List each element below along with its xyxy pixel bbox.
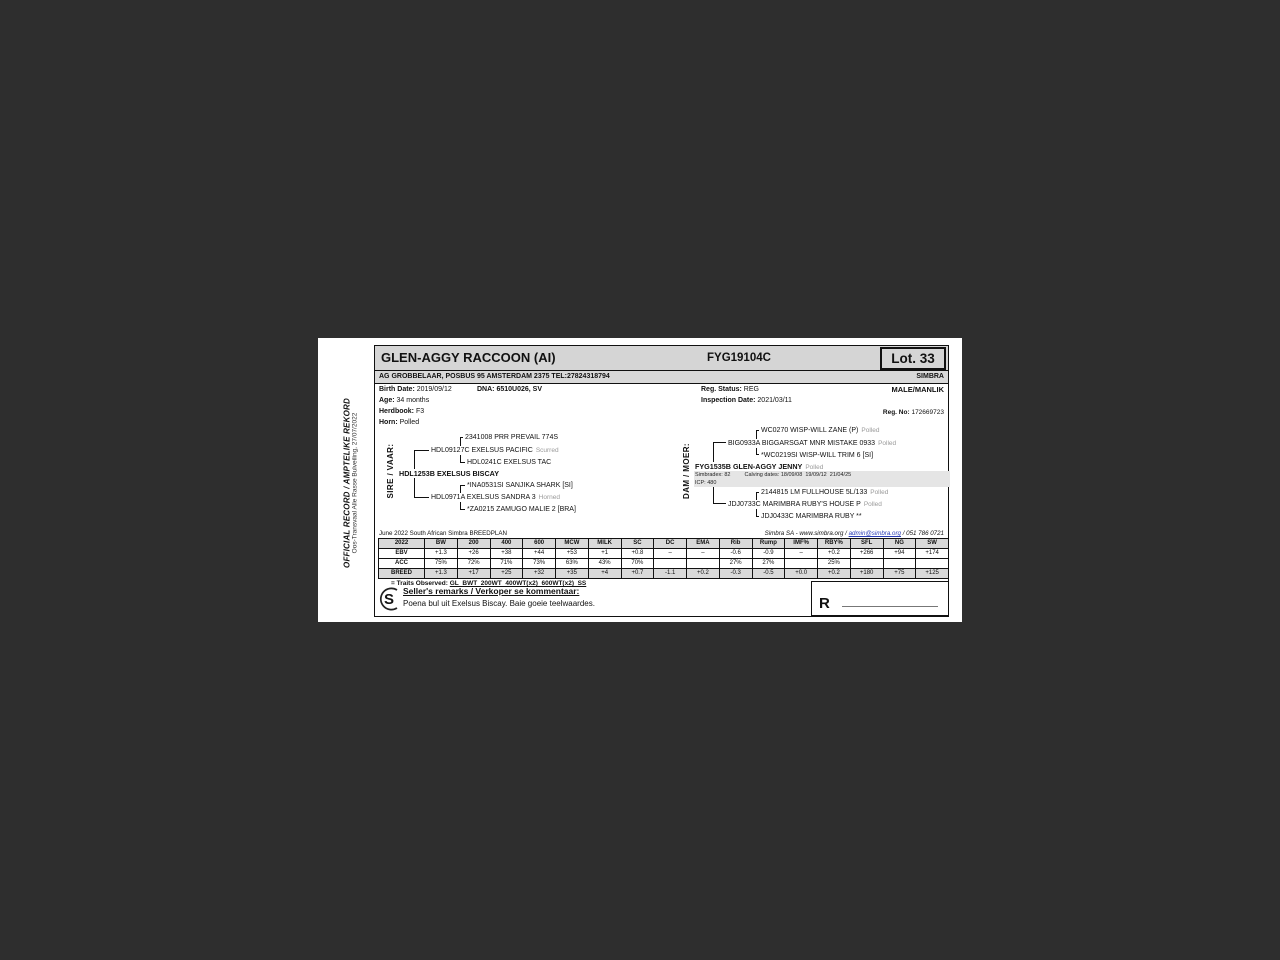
table-header-cell: 200 [458, 539, 491, 549]
animal-name-title: GLEN-AGGY RACCOON (AI) [381, 350, 556, 365]
record-card [318, 338, 962, 622]
horn-row [379, 418, 419, 427]
sire-granddam-name: HDL0971A EXELSUS SANDRA 3 [431, 494, 536, 501]
table-cell: +0.0 [785, 569, 818, 579]
traits-observed-label: Traits Observed: [396, 580, 448, 587]
age-value: 34 months [396, 397, 430, 404]
table-cell [851, 559, 884, 569]
horn-status-note: Polled [863, 501, 882, 508]
dam-granddam-sire-name: 2144815 LM FULLHOUSE 5L/133 [761, 489, 868, 496]
table-cell: +1 [589, 549, 622, 559]
pedigree-line [713, 442, 727, 443]
table-cell: +17 [458, 569, 491, 579]
table-cell: -0.9 [753, 549, 786, 559]
table-cell: +38 [491, 549, 524, 559]
dam-grandsire-sire-name: WC0270 WISP-WILL ZANE (P) [761, 427, 859, 434]
rand-currency-label: R [819, 595, 830, 612]
herdbook-row [379, 407, 424, 416]
icp-value: ICP: 480 [695, 480, 717, 486]
sale-event-subtitle: Oos-Transvaal Alle Rasse Bulveiling, 27/07/2022 [351, 412, 359, 554]
simbra-s-logo-icon [376, 586, 402, 612]
sire-grandsire-name: HDL09127C EXELSUS PACIFIC [431, 447, 533, 454]
table-header-cell: MCW [556, 539, 589, 549]
table-cell: 72% [458, 559, 491, 569]
table-cell: +32 [523, 569, 556, 579]
reg-status-label: Reg. Status: [701, 386, 742, 393]
table-cell: 70% [622, 559, 655, 569]
table-header-cell: DC [654, 539, 687, 549]
table-row-label: ACC [379, 559, 425, 569]
table-cell: -0.3 [720, 569, 753, 579]
table-cell [884, 559, 917, 569]
age-row [379, 396, 429, 405]
table-cell: +266 [851, 549, 884, 559]
table-cell: -1.1 [654, 569, 687, 579]
horn-value: Polled [399, 419, 420, 426]
table-header-cell: EMA [687, 539, 720, 549]
table-cell [654, 559, 687, 569]
dam-grandsire-dam: *WC0219SI WISP-WILL TRIM 6 [SI] [761, 452, 874, 459]
official-record-sidebar [343, 386, 373, 581]
table-header-cell: Rump [753, 539, 786, 549]
dam-granddam [726, 500, 884, 509]
svg-text:S: S [383, 591, 395, 608]
table-cell: +0.8 [622, 549, 655, 559]
pedigree-line [414, 450, 430, 451]
table-cell: +125 [916, 569, 949, 579]
table-cell: +0.2 [818, 569, 851, 579]
table-cell: 71% [491, 559, 524, 569]
table-cell: +4 [589, 569, 622, 579]
table-header-cell: BW [425, 539, 458, 549]
table-cell: – [687, 549, 720, 559]
owner-bar [375, 371, 948, 384]
sire-grandsire-dam: HDL0241C EXELSUS TAC [467, 459, 552, 466]
table-cell: 27% [753, 559, 786, 569]
dna-label: DNA: [477, 386, 495, 393]
sex-indicator: MALE/MANLIK [891, 385, 944, 394]
table-header-cell: IMF% [785, 539, 818, 549]
record-content-box [374, 345, 949, 617]
inspection-date-label: Inspection Date: [701, 397, 756, 404]
reg-status-value: REG [743, 386, 759, 393]
pedigree-line [414, 497, 430, 498]
horn-status-note: Polled [861, 427, 880, 434]
sire-grandsire-sire: 2341008 PRR PREVAIL 774S [465, 434, 559, 441]
pedigree-line [713, 503, 727, 504]
table-cell: +25 [491, 569, 524, 579]
birth-date-value: 2019/09/12 [416, 386, 452, 393]
animal-id: FYG19104C [707, 352, 771, 364]
table-header-cell: 400 [491, 539, 524, 549]
sellers-remarks-text: Poena bul uit Exelsus Biscay. Baie goeie teelwaardes. [403, 599, 595, 608]
table-header-cell: MILK [589, 539, 622, 549]
reg-status-row [701, 385, 759, 394]
table-cell: – [654, 549, 687, 559]
horn-status-note: Polled [805, 464, 824, 471]
table-header-cell: 2022 [379, 539, 425, 549]
price-blank-line [842, 606, 938, 608]
dna-row [477, 385, 542, 394]
table-cell: -0.5 [753, 569, 786, 579]
table-header-cell: SC [622, 539, 655, 549]
table-cell: +1.3 [425, 549, 458, 559]
table-cell: 43% [589, 559, 622, 569]
table-header-cell: SW [916, 539, 949, 549]
dam-granddam-sire [759, 488, 890, 497]
table-header-cell: NG [884, 539, 917, 549]
inspection-date-row [701, 396, 792, 405]
dam-granddam-name: JDJ0733C MARIMBRA RUBY'S HOUSE P [728, 501, 861, 508]
simbradex-value: Simbradex: 82 [695, 472, 731, 478]
table-cell [785, 559, 818, 569]
dam-grandsire-name: BIG0933A BIGGARSGAT MNR MISTAKE 0933 [728, 440, 876, 447]
simbra-phone: / 051 786 0721 [900, 530, 944, 537]
table-cell: +75 [884, 569, 917, 579]
sellers-remarks-heading: Seller's remarks / Verkoper se kommentaar: [403, 586, 580, 596]
table-header-cell: RBY% [818, 539, 851, 549]
herdbook-value: F3 [415, 408, 425, 415]
breed-name: SIMBRA [916, 373, 944, 380]
horn-status-note: Polled [878, 440, 897, 447]
table-cell: 63% [556, 559, 589, 569]
price-box [811, 581, 949, 616]
horn-status-note: Scurred [535, 447, 559, 454]
dam-name: FYG1535B GLEN-AGGY JENNY [695, 462, 803, 471]
table-cell: +174 [916, 549, 949, 559]
dam-section-label: DAM / MOER: [682, 443, 691, 499]
dam-granddam-dam: JDJ0433C MARIMBRA RUBY ** [761, 513, 862, 520]
inspection-date-value: 2021/03/11 [757, 397, 792, 404]
table-row-label: BREED [379, 569, 425, 579]
table-cell: 75% [425, 559, 458, 569]
official-record-title: OFFICIAL RECORD / AMPTELIKE REKORD [342, 398, 352, 568]
horn-label: Horn: [379, 419, 398, 426]
reg-no-value: 172669723 [911, 409, 944, 416]
table-cell: +44 [523, 549, 556, 559]
reg-no-row [883, 408, 944, 417]
age-label: Age: [379, 397, 395, 404]
horn-status-note: Horned [538, 494, 560, 501]
table-cell: +1.3 [425, 569, 458, 579]
dna-value: 6510U026, SV [496, 386, 542, 393]
calving-dates: Calving dates: 18/09/08 19/09/12 21/04/25 [744, 472, 852, 478]
dam-grandsire [726, 439, 898, 448]
table-header-cell: SFL [851, 539, 884, 549]
reg-no-label: Reg. No: [882, 409, 910, 416]
horn-status-note: Polled [870, 489, 889, 496]
dam-grandsire-sire [759, 426, 881, 435]
birth-date-label: Birth Date: [379, 386, 415, 393]
table-cell: +26 [458, 549, 491, 559]
table-cell: +0.2 [687, 569, 720, 579]
sire-granddam [429, 493, 562, 502]
header-bar [375, 346, 948, 371]
herdbook-label: Herdbook: [379, 408, 414, 415]
sire-granddam-sire: *INA0531SI SANJIKA SHARK [SI] [467, 482, 573, 489]
owner-contact: AG GROBBELAAR, POSBUS 95 AMSTERDAM 2375 TEL:27824318794 [379, 373, 610, 380]
table-cell: +53 [556, 549, 589, 559]
table-cell: 25% [818, 559, 851, 569]
sire-name: HDL1253B EXELSUS BISCAY [399, 469, 499, 478]
table-header-cell: 600 [523, 539, 556, 549]
equals-symbol: = [391, 580, 395, 587]
breedplan-edition: June 2022 South African Simbra BREEDPLAN [379, 530, 507, 537]
table-cell: +94 [884, 549, 917, 559]
table-cell: 27% [720, 559, 753, 569]
traits-observed-values: GL BWT 200WT 400WT(x2) 600WT(x2) SS [449, 580, 587, 587]
ebv-table [378, 538, 949, 579]
table-cell: 73% [523, 559, 556, 569]
birth-date-row [379, 385, 452, 394]
lot-number-box: Lot. 33 [880, 347, 946, 370]
table-cell: +35 [556, 569, 589, 579]
sire-granddam-dam: *ZA0215 ZAMUGO MALIE 2 [BRA] [467, 506, 576, 513]
sire-section-label: SIRE / VAAR: [386, 443, 395, 499]
table-cell [916, 559, 949, 569]
table-cell: -0.6 [720, 549, 753, 559]
sire-grandsire [429, 446, 561, 455]
table-cell: +0.7 [622, 569, 655, 579]
simbra-email-link[interactable]: admin@simbra.org [848, 530, 901, 537]
dam-stats-band [694, 471, 950, 487]
table-cell: – [785, 549, 818, 559]
simbra-website: Simbra SA - www.simbra.org / [764, 530, 849, 537]
simbra-contact-line [765, 530, 944, 537]
table-cell: +180 [851, 569, 884, 579]
table-row-label: EBV [379, 549, 425, 559]
table-cell [687, 559, 720, 569]
table-cell: +0.2 [818, 549, 851, 559]
table-header-cell: Rib [720, 539, 753, 549]
